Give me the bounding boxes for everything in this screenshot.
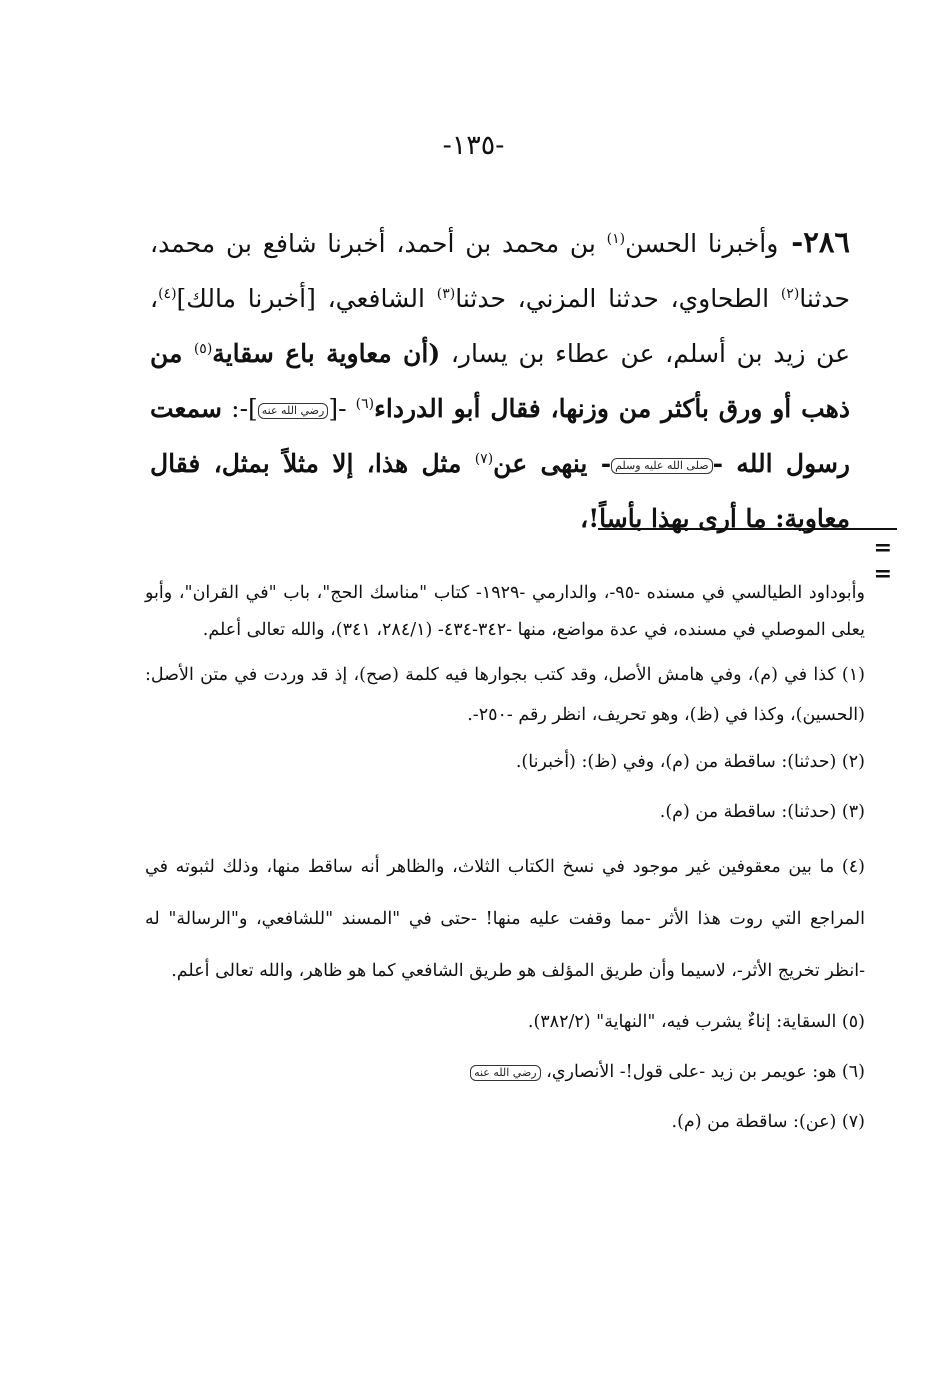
footnotes (145, 575, 865, 1151)
bold-segment: (أن معاوية باع سقاية (212, 339, 441, 368)
text-segment: وأخبرنا الحسن (625, 229, 779, 258)
bold-segment: سمعت رسول الله - (150, 394, 851, 478)
footnote-4: (٤) ما بين معقوفين غير موجود في نسخ الكتاب الثلاث، والظاهر أنه ساقط منها، وذلك لثبوته في المراجع التي روت هذا الأثر -مما وقفت عليه منها! -حتى في "المسند "للشافعي، و"الرسالة" له -انظر تخريج الأثر-، لاسيما وأن طريق المؤلف هو طريق الشافعي كما هو ظاهر، والله تعالى أعلم. (145, 857, 865, 981)
text-segment: -[ (328, 394, 356, 423)
footnote-ref-3: (٣) (436, 286, 456, 302)
footnote-6 (145, 1051, 865, 1093)
text-segment: بن محمد بن أحمد، أخبرنا شافع بن محمد، حدثنا (150, 229, 850, 313)
continuation-mark: = = (873, 535, 894, 587)
footnote-ref-6: (٦) (355, 396, 375, 412)
footnote-carry-over: وأبوداود الطيالسي في مسنده -٩٥-، والدارمي -١٩٢٩- كتاب "مناسك الحج"، باب "في القران"، وأبو يعلى الموصلي في مسنده، في عدة مواضع، منها -٣٤٢-٤٣٤- (٢٨٤/١، ٣٤١)، والله تعالى أعلم. (145, 583, 865, 640)
footnote-3: (٣) (حدثنا): ساقطة من (م). (659, 802, 865, 822)
footnote-divider (598, 528, 897, 530)
text-segment: الطحاوي، حدثنا المزني، حدثنا (455, 284, 781, 313)
footnote-ref-7: (٧) (474, 451, 494, 467)
footnote-1: (١) كذا في (م)، وفي هامش الأصل، وقد كتب بجوارها فيه كلمة (صح)، إذ قد وردت في متن الأصل: (الحسين)، وكذا في (ظ)، وهو تحريف، انظر رقم -٢٥٠-. (145, 665, 865, 725)
hadith-number: ٢٨٦- (778, 225, 850, 259)
text-segment: ، عن زيد بن أسلم، عن عطاء بن يسار، (150, 284, 851, 368)
footnote-5: (٥) السقاية: إناءٌ يشرب فيه، "النهاية" (٣٨٢/٢). (527, 1012, 865, 1032)
bold-segment: - ينهى عن (493, 449, 612, 478)
footnote-ref-5: (٥) (193, 341, 213, 357)
radiyallahu-anhu-mark: رضي الله عنه (258, 403, 329, 419)
footnote-7: (٧) (عن): ساقطة من (م). (671, 1112, 865, 1132)
salawat-mark: صلى الله عليه وسلم (611, 458, 713, 474)
bold-segment: من ذهب أو ورق بأكثر من وزنها، فقال أبو الدرداء (150, 339, 850, 423)
text-segment: الشافعي، [أخبرنا مالك] (176, 284, 437, 313)
text-segment: ]-: (222, 394, 258, 423)
radiyallahu-anhu-mark: رضي الله عنه (470, 1065, 541, 1081)
footnote-6-text: (٦) هو: عويمر بن زيد -على قول!- الأنصاري، (540, 1062, 865, 1082)
hadith-text (150, 215, 850, 546)
bold-segment: مثل هذا، إلا مثلاً بمثل، فقال معاوية: ما أرى بهذا بأساً!، (150, 449, 850, 533)
footnote-ref-4: (٤) (158, 286, 177, 302)
footnote-ref-1: (١) (606, 231, 626, 247)
footnote-ref-2: (٢) (780, 286, 800, 302)
page-number: -١٣٥- (442, 130, 505, 161)
footnote-2: (٢) (حدثنا): ساقطة من (م)، وفي (ظ): (أخبرنا). (515, 752, 865, 772)
